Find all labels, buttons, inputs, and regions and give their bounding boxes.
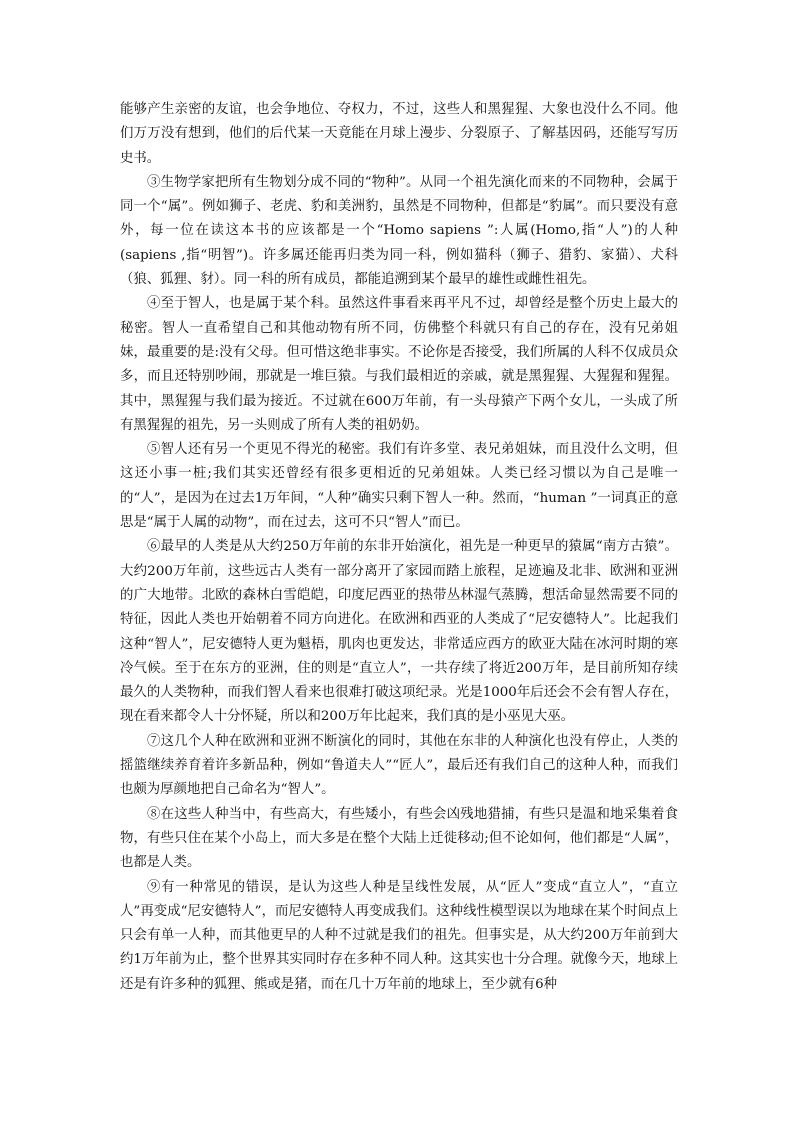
paragraph-4-family: ④至于智人，也是属于某个科。虽然这件事看来再平凡不过，却曾经是整个历史上最大的秘密。智人一直希望自己和其他动物有所不同，仿佛整个科就只有自己的存在，没有兄弟姐妹，最重要的是:没有父母。但可惜这绝非事实。不论你是否接受，我们所属的人科不仅成员众多，而且还特别吵闹，那就是一堆巨猿。与我们最相近的亲戚，就是黑猩猩、大猩猩和猩猩。其中，黑猩猩与我们最为接近。不过就在600万年前，有一头母猿产下两个女儿，一头成了所有黑猩猩的祖先，另一头则成了所有人类的祖奶奶。 — [120, 296, 678, 433]
paragraph-continuation: 能够产生亲密的友谊，也会争地位、夺权力，不过，这些人和黑猩猩、大象也没什么不同。他们万万没有想到，他们的后代某一天竟能在月球上漫步、分裂原子、了解基因码，还能写写历史书。 — [120, 102, 678, 166]
document-page — [120, 98, 678, 997]
paragraph-8-diversity: ⑧在这些人种当中，有些高大，有些矮小，有些会凶残地猎捕，有些只是温和地采集着食物，有些只住在某个小岛上，而大多是在整个大陆上迁徙移动;但不论如何，他们都是“人属”，也都是人类。 — [120, 806, 678, 871]
paragraph-7-east-africa: ⑦这几个人种在欧洲和亚洲不断演化的同时，其他在东非的人种演化也没有停止，人类的摇篮继续养育着许多新品种，例如“鲁道夫人”“匠人”，最后还有我们自己的这种人种，而我们也颇为厚颜地把自己命名为“智人”。 — [120, 733, 678, 798]
paragraph-3-species: ③生物学家把所有生物划分成不同的“物种”。从同一个祖先演化而来的不同物种，会属于同一个“属”。例如狮子、老虎、豹和美洲豹，虽然是不同物种，但都是“豹属”。而只要没有意外，每一位在读这本书的应该都是一个“Homo sapiens ”:人属(Homo,指“人”)的人种(sapiens ,指“明智”)。许多属还能再归类为同一科，例如猫科（狮子、猎豹、家猫）、犬科（狼、狐狸、豺）。同一科的所有成员，都能追溯到某个最早的雄性或雌性祖先。 — [120, 174, 678, 288]
paragraph-5-secret: ⑤智人还有另一个更见不得光的秘密。我们有许多堂、表兄弟姐妹，而且没什么文明，但这还小事一桩;我们其实还曾经有很多更相近的兄弟姐妹。人类已经习惯以为自己是唯一的“人”，是因为在过去1万年间，“人种”确实只剩下智人一种。然而，“human ”一词真正的意思是“属于人属的动物”，而在过去，这可不只“智人”而已。 — [120, 442, 678, 531]
paragraph-9-linear-model: ⑨有一种常见的错误，是认为这些人种是呈线性发展，从“匠人”变成“直立人”，“直立人”再变成“尼安德特人”，而尼安德特人再变成我们。这种线性模型误以为地球在某个时间点上只会有单一人种，而其他更早的人种不过就是我们的祖先。但事实是，从大约200万年前到大约1万年前为止，整个世界其实同时存在多种不同人种。这其实也十分合理。就像今天，地球上还是有许多种的狐狸、熊或是猪，而在几十万年前的地球上，至少就有6种 — [120, 879, 678, 992]
paragraph-6-evolution: ⑥最早的人类是从大约250万年前的东非开始演化，祖先是一种更早的猿属“南方古猿”。大约200万年前，这些远古人类有一部分离开了家园而踏上旅程，足迹遍及北非、欧洲和亚洲的广大地带。北欧的森林白雪皑皑，印度尼西亚的热带丛林湿气蒸腾，想活命显然需要不同的特征，因此人类也开始朝着不同方向进化。在欧洲和西亚的人类成了“尼安德特人”。比起我们这种“智人”，尼安德特人更为魁梧，肌肉也更发达，非常适应西方的欧亚大陆在冰河时期的寒冷气候。至于在东方的亚洲，住的则是“直立人”，一共存续了将近200万年，是目前所知存续最久的人类物种，而我们智人看来也很难打破这项纪录。光是1000年后还会不会有智人存在，现在看来都令人十分怀疑，所以和200万年比起来，我们真的是小巫见大巫。 — [120, 539, 678, 725]
